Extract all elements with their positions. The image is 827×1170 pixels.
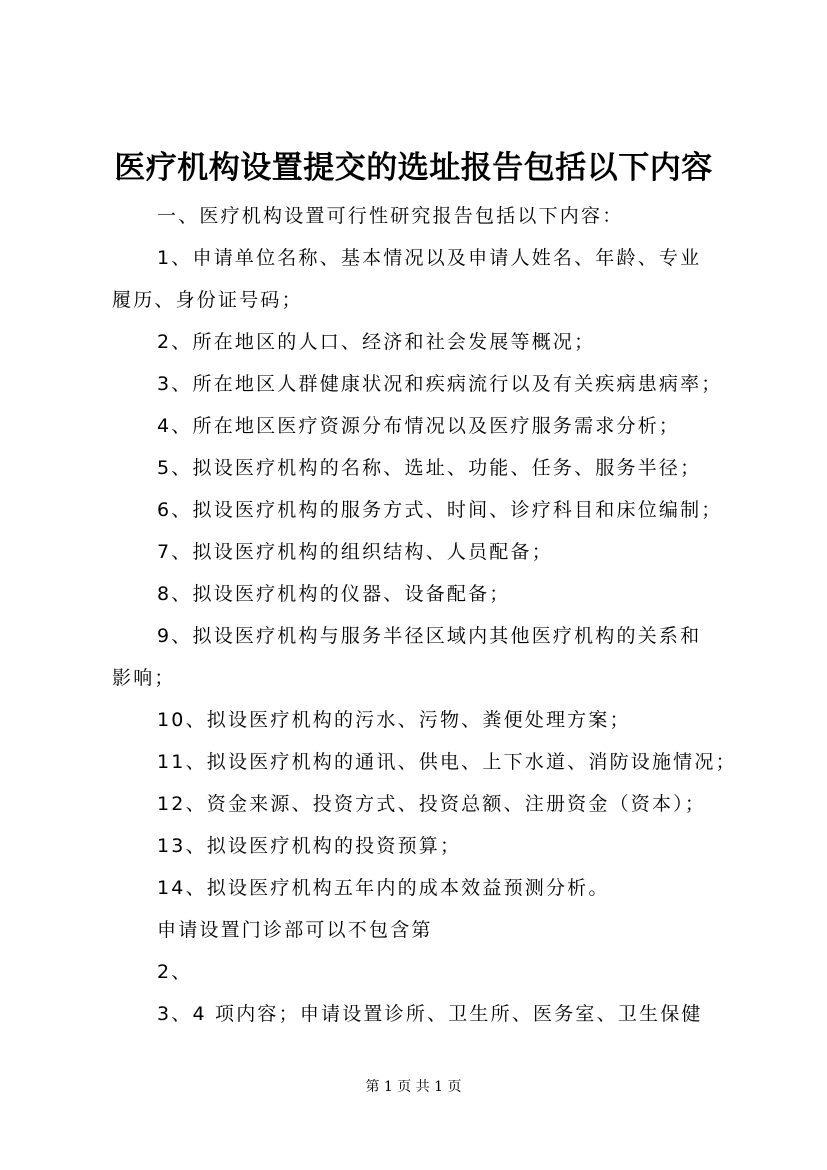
paragraph-line: 2、所在地区的人口、经济和社会发展等概况； — [157, 331, 596, 353]
paragraph-line: 10、拟设医疗机构的污水、污物、粪便处理方案； — [157, 709, 631, 731]
paragraph-line: 13、拟设医疗机构的投资预算； — [157, 835, 462, 857]
paragraph-line: 2、 — [157, 961, 193, 983]
page-footer: 第 1 页 共 1 页 — [365, 1079, 462, 1095]
paragraph-line: 14、拟设医疗机构五年内的成本效益预测分析。 — [157, 877, 610, 899]
paragraph-line: 3、4 项内容；申请设置诊所、卫生所、医务室、卫生保健 — [157, 1003, 703, 1025]
paragraph-line: 11、拟设医疗机构的通讯、供电、上下水道、消防设施情况； — [157, 751, 737, 773]
paragraph-line: 4、所在地区医疗资源分布情况以及医疗服务需求分析； — [157, 415, 681, 437]
paragraph-line: 7、拟设医疗机构的组织结构、人员配备； — [157, 541, 553, 563]
paragraph-line: 6、拟设医疗机构的服务方式、时间、诊疗科目和床位编制； — [157, 499, 723, 521]
paragraph-line: 9、拟设医疗机构与服务半径区域内其他医疗机构的关系和 — [157, 625, 702, 647]
paragraph-line: 一、医疗机构设置可行性研究报告包括以下内容： — [157, 205, 624, 227]
paragraph-line: 履历、身份证号码； — [112, 289, 303, 311]
paragraph-line: 5、拟设医疗机构的名称、选址、功能、任务、服务半径； — [157, 457, 702, 479]
paragraph-line: 12、资金来源、投资方式、投资总额、注册资金（资本）； — [157, 793, 707, 815]
paragraph-line: 申请设置门诊部可以不包含第 — [157, 919, 433, 941]
paragraph-line: 1、申请单位名称、基本情况以及申请人姓名、年龄、专业 — [157, 247, 702, 269]
document-title: 医疗机构设置提交的选址报告包括以下内容 — [114, 150, 713, 186]
paragraph-line: 影响； — [112, 667, 176, 689]
paragraph-line: 3、所在地区人群健康状况和疾病流行以及有关疾病患病率； — [157, 373, 723, 395]
paragraph-line: 8、拟设医疗机构的仪器、设备配备； — [157, 583, 511, 605]
